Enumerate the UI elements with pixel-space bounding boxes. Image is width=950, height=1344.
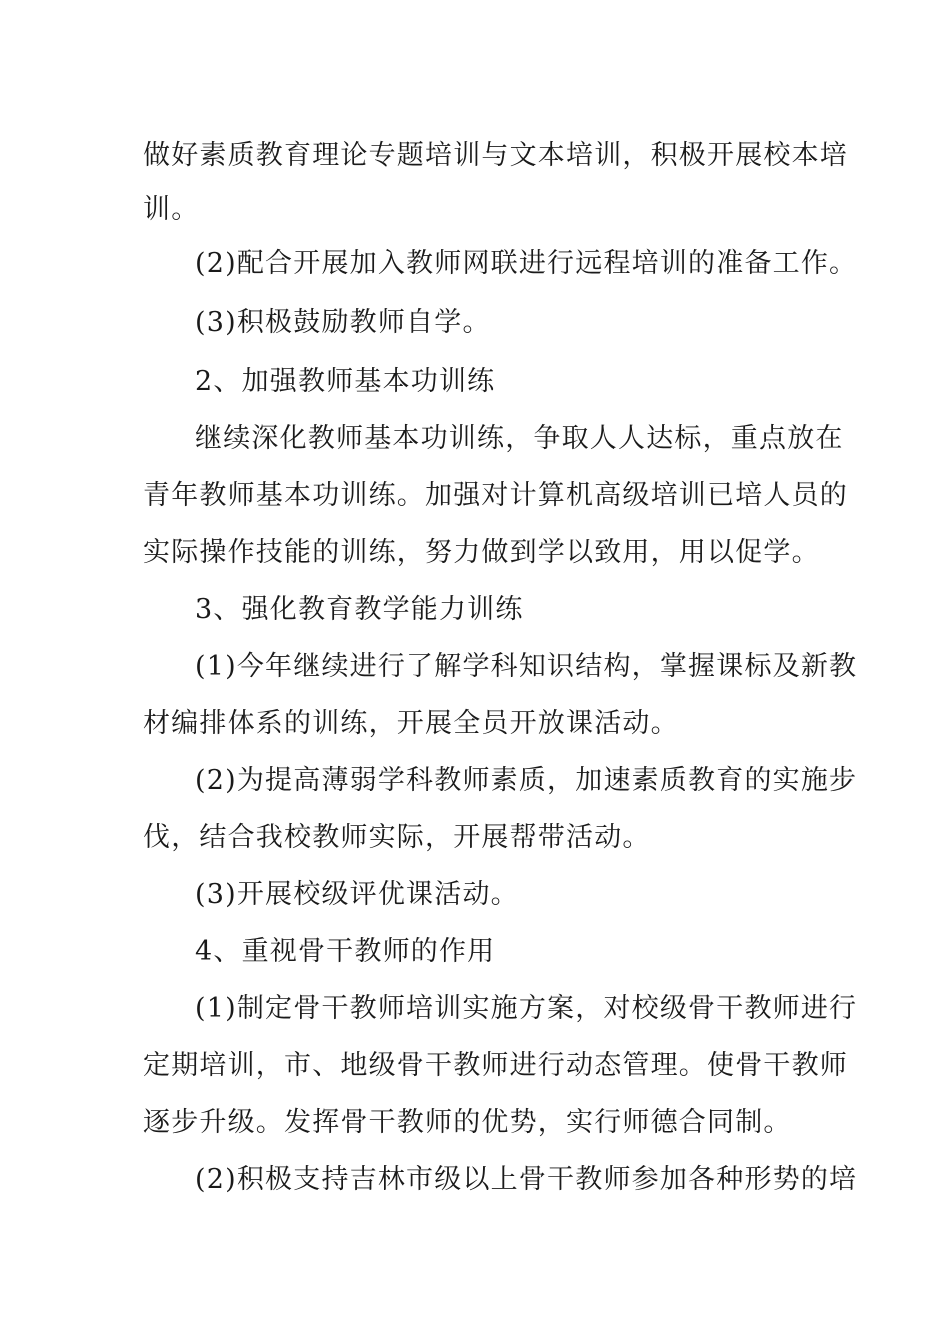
section-heading: 3、强化教育教学能力训练 [195,594,524,625]
list-item-line: (1)制定骨干教师培训实施方案，对校级骨干教师进行 [195,993,858,1024]
list-item-line: (1)今年继续进行了解学科知识结构，掌握课标及新教 [195,651,858,682]
paragraph-line: 青年教师基本功训练。加强对计算机高级培训已培人员的 [143,480,848,511]
list-item-line: (2)配合开展加入教师网联进行远程培训的准备工作。 [195,248,858,279]
list-item-line: (2)为提高薄弱学科教师素质，加速素质教育的实施步 [195,765,858,796]
paragraph-line: 伐，结合我校教师实际，开展帮带活动。 [143,822,651,853]
list-item-line: (2)积极支持吉林市级以上骨干教师参加各种形势的培 [195,1164,858,1195]
paragraph-line: 实际操作技能的训练，努力做到学以致用，用以促学。 [143,537,820,568]
paragraph-line: 逐步升级。发挥骨干教师的优势，实行师德合同制。 [143,1107,792,1138]
paragraph-line: 材编排体系的训练，开展全员开放课活动。 [143,708,679,739]
list-item-line: (3)开展校级评优课活动。 [195,879,519,910]
section-heading: 4、重视骨干教师的作用 [195,936,496,967]
paragraph-line: 训。 [143,194,200,225]
section-heading: 2、加强教师基本功训练 [195,366,496,397]
paragraph-line: 继续深化教师基本功训练，争取人人达标，重点放在 [195,423,844,454]
list-item-line: (3)积极鼓励教师自学。 [195,307,491,338]
paragraph-line: 做好素质教育理论专题培训与文本培训，积极开展校本培 [143,140,848,171]
paragraph-line: 定期培训，市、地级骨干教师进行动态管理。使骨干教师 [143,1050,848,1081]
